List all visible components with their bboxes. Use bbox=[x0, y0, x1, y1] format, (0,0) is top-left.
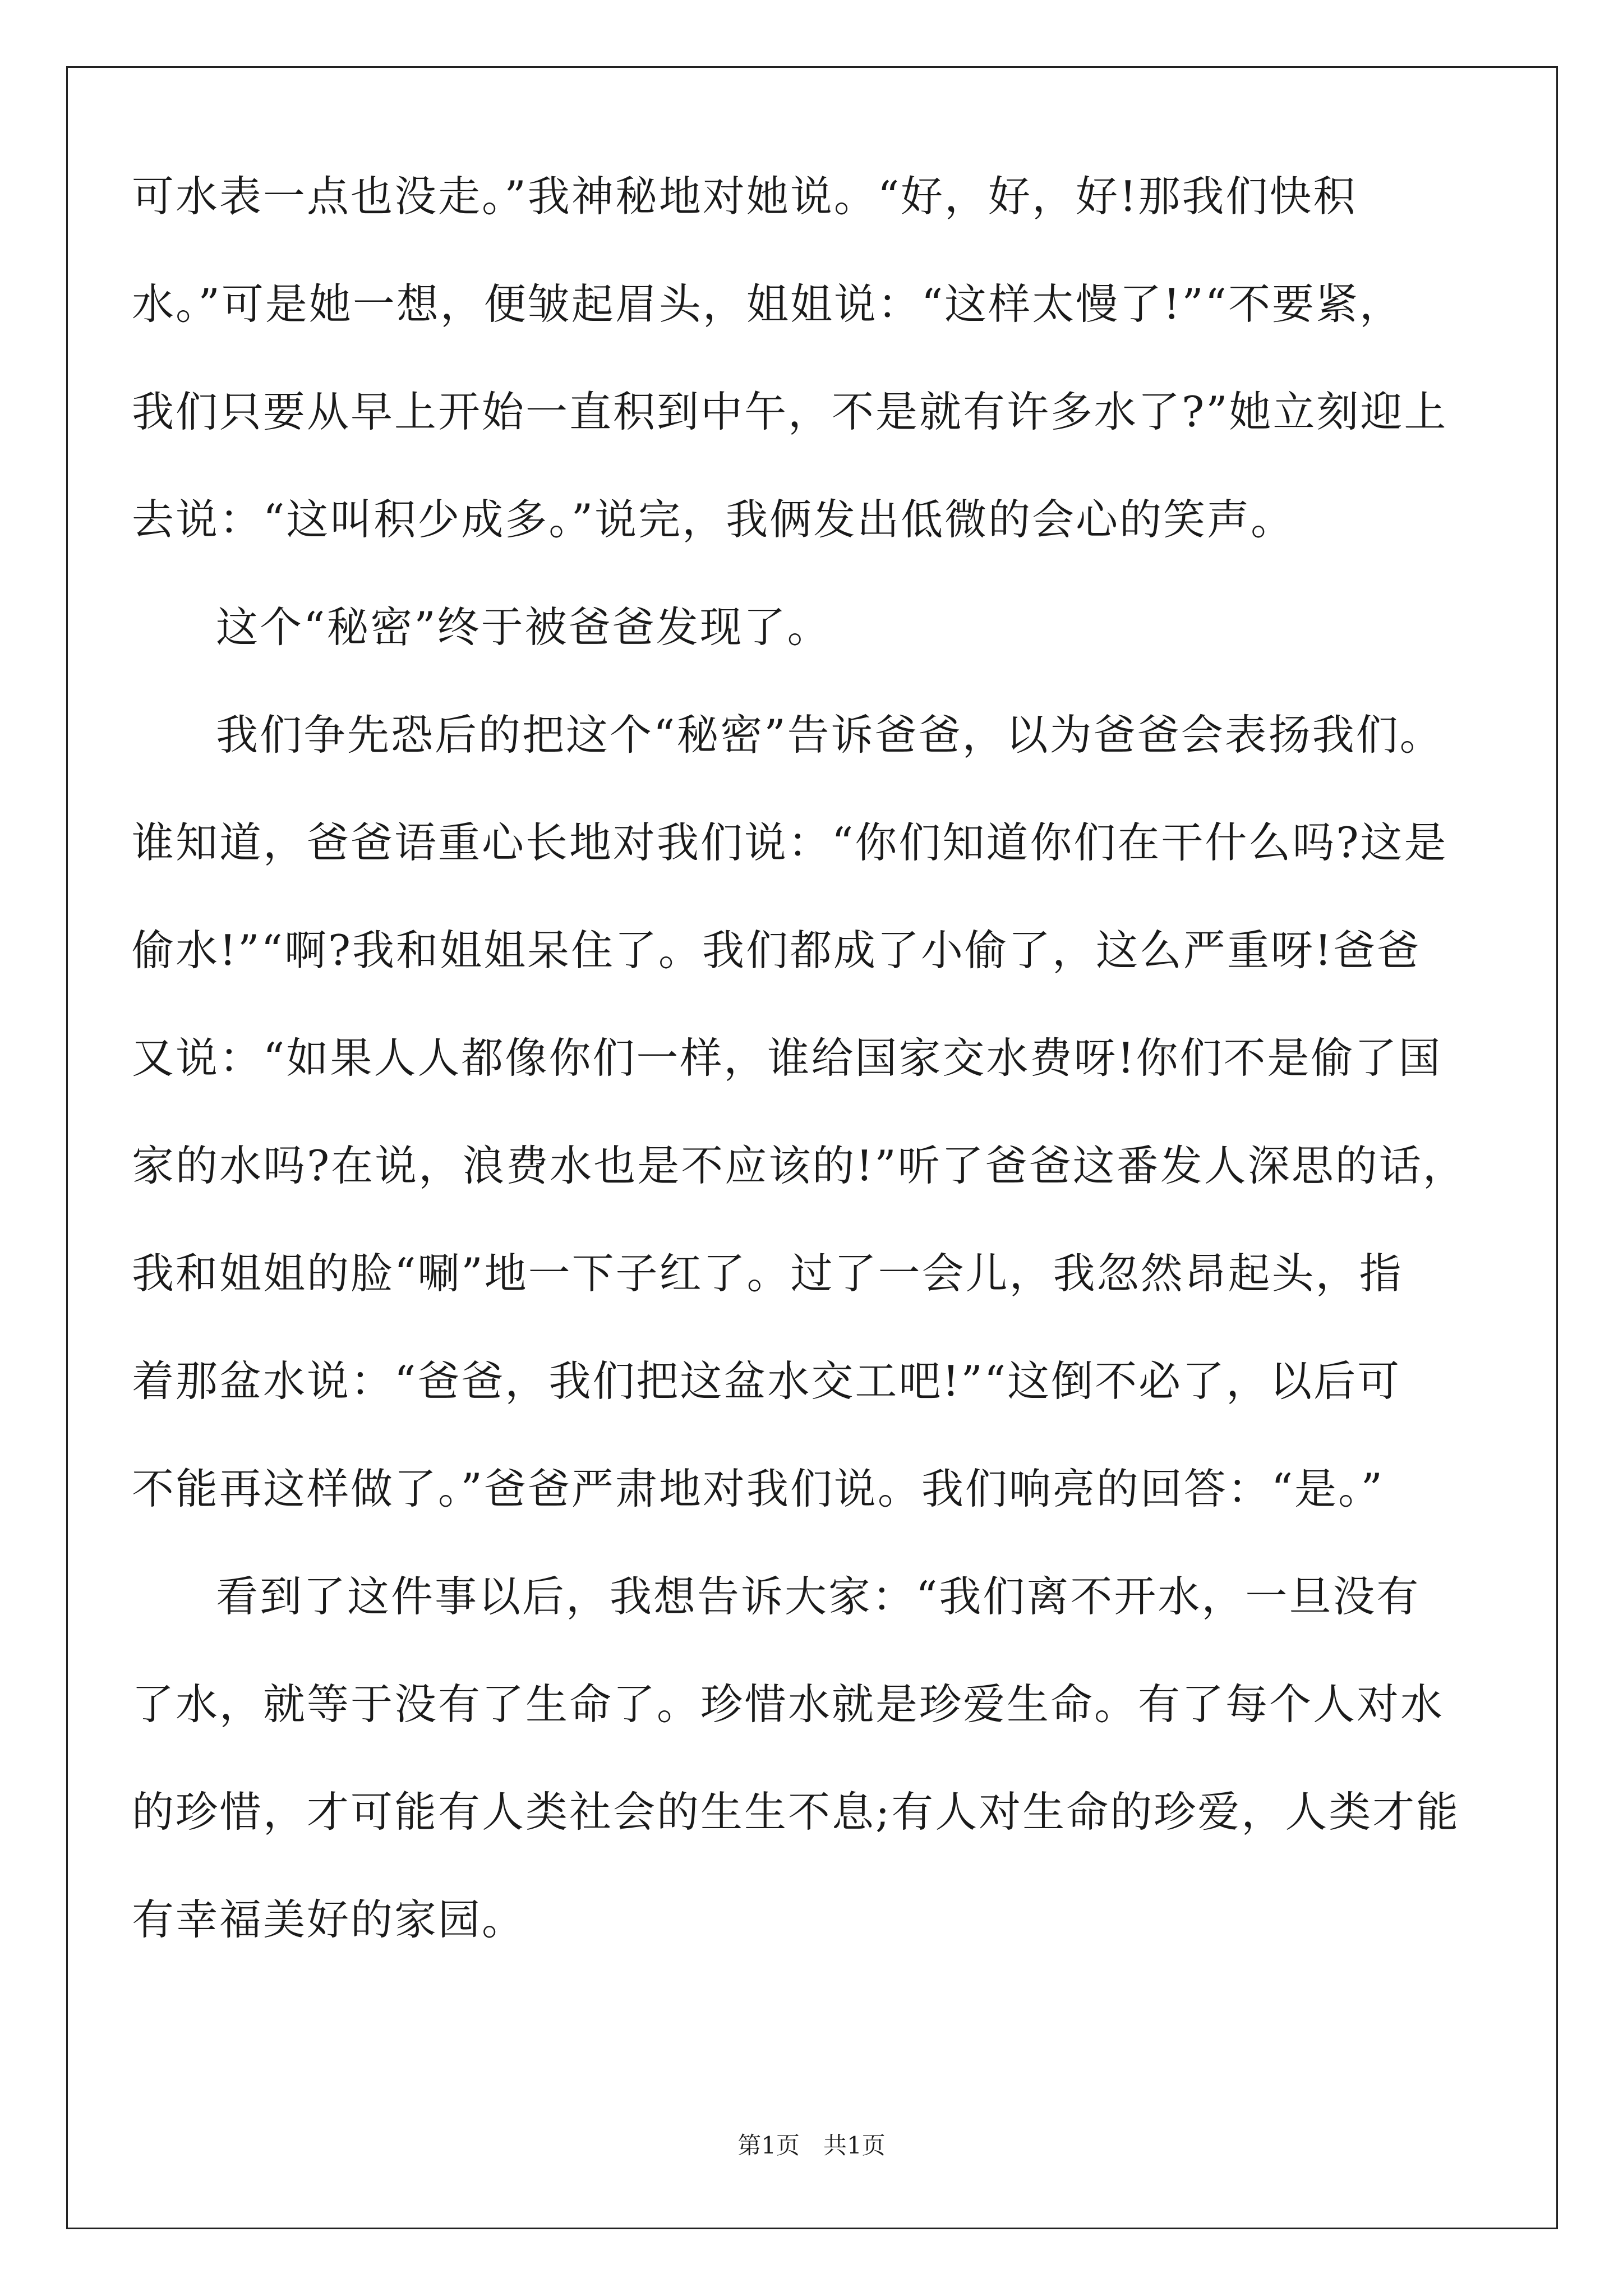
text-line: 着那盆水说：“爸爸，我们把这盆水交工吧!”“这倒不必了，以后可 bbox=[132, 1356, 1401, 1406]
text-line: 偷水!”“啊?我和姐姐呆住了。我们都成了小偷了，这么严重呀!爸爸 bbox=[132, 926, 1421, 975]
text-line: 水。”可是她一想，便皱起眉头，姐姐说：“这样太慢了!”“不要紧， bbox=[132, 279, 1404, 329]
text-line: 我们只要从早上开始一直积到中午，不是就有许多水了?”她立刻迎上 bbox=[132, 387, 1448, 436]
text-line: 有幸福美好的家园。 bbox=[132, 1895, 526, 1944]
paragraph-first-line: 我们争先恐后的把这个“秘密”告诉爸爸，以为爸爸会表扬我们。 bbox=[216, 710, 1444, 760]
paragraph-first-line: 看到了这件事以后，我想告诉大家：“我们离不开水，一旦没有 bbox=[216, 1572, 1421, 1621]
text-line: 谁知道，爸爸语重心长地对我们说：“你们知道你们在干什么吗?这是 bbox=[132, 818, 1448, 867]
text-line: 可水表一点也没走。”我神秘地对她说。“好，好，好!那我们快积 bbox=[132, 172, 1357, 221]
text-line: 又说：“如果人人都像你们一样，谁给国家交水费呀!你们不是偷了国 bbox=[132, 1033, 1442, 1083]
text-line: 了水，就等于没有了生命了。珍惜水就是珍爱生命。有了每个人对水 bbox=[132, 1680, 1445, 1729]
text-line: 不能再这样做了。”爸爸严肃地对我们说。我们响亮的回答：“是。” bbox=[132, 1464, 1385, 1513]
text-line: 去说：“这叫积少成多。”说完，我俩发出低微的会心的笑声。 bbox=[132, 495, 1295, 544]
text-line: 家的水吗?在说，浪费水也是不应该的!”听了爸爸这番发人深思的话， bbox=[132, 1141, 1467, 1190]
paragraph-first-line: 这个“秘密”终于被爸爸发现了。 bbox=[216, 602, 831, 652]
text-line: 我和姐姐的脸“唰”地一下子红了。过了一会儿，我忽然昂起头，指 bbox=[132, 1249, 1403, 1298]
page-number-footer: 第1页 共1页 bbox=[737, 2132, 886, 2159]
text-line: 的珍惜，才可能有人类社会的生生不息;有人对生命的珍爱，人类才能 bbox=[132, 1787, 1460, 1837]
